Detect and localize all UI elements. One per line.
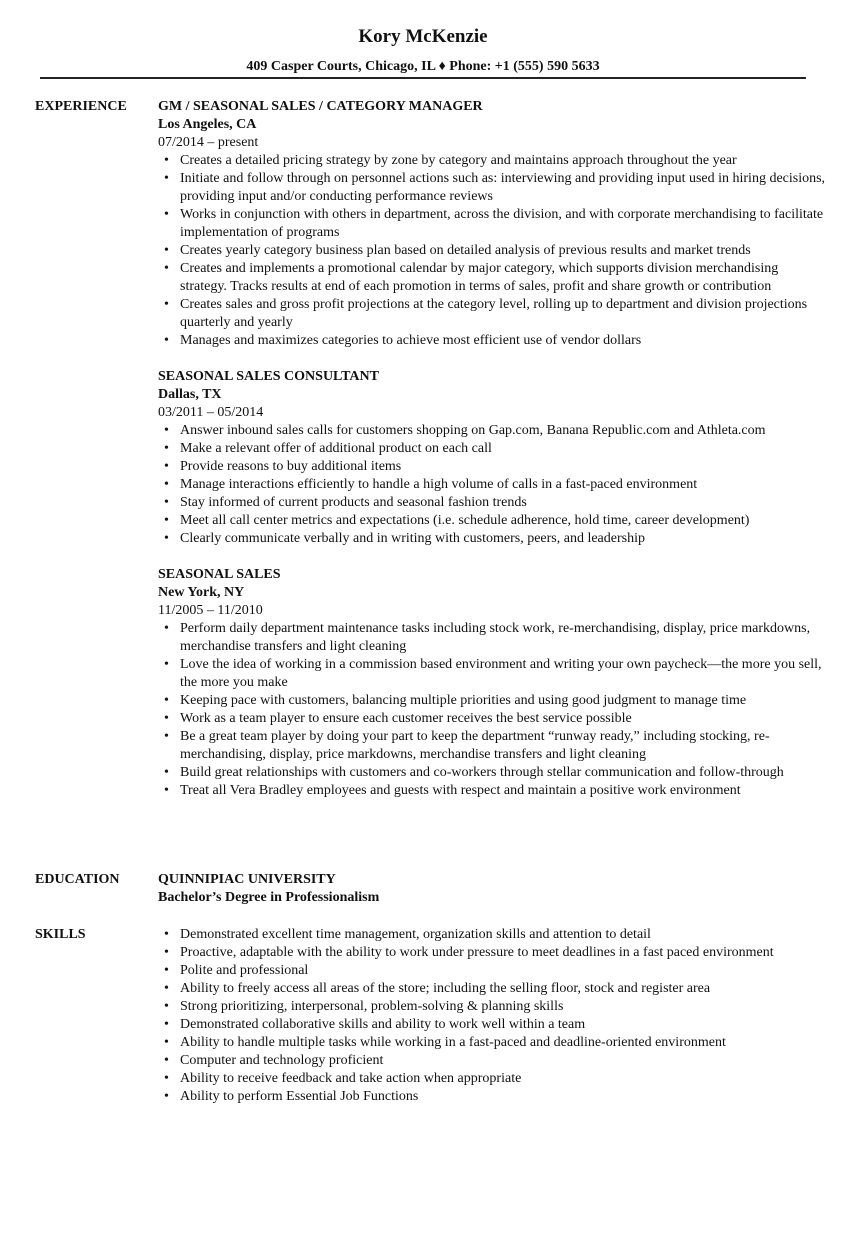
skill-item: • Demonstrated excellent time management, organization skills and attention to detail [180,926,826,944]
job-bullet: • Manages and maximizes categories to achieve most efficient use of vendor dollars [180,332,826,350]
job-bullet: • Meet all call center metrics and expectations (i.e. schedule adherence, hold time, career development) [180,512,826,530]
job-bullet: • Be a great team player by doing your part to keep the department “runway ready,” including stocking, re-merchandising, display, price markdowns, merchandise transfers and light cleaning [180,728,826,764]
job-location: Los Angeles, CA [158,117,257,132]
experience-body [158,98,826,800]
job-bullet: • Work as a team player to ensure each customer receives the best service possible [180,710,826,728]
resume-header [40,26,806,76]
job-entry [158,566,826,800]
skill-item: • Computer and technology proficient [180,1052,826,1070]
job-title: SEASONAL SALES [158,567,281,582]
job-bullet: • Provide reasons to buy additional items [180,458,826,476]
job-bullet: • Stay informed of current products and seasonal fashion trends [180,494,826,512]
job-title: GM / SEASONAL SALES / CATEGORY MANAGER [158,99,483,114]
job-bullet: • Keeping pace with customers, balancing multiple priorities and using good judgment to manage time [180,692,826,710]
job-bullet: • Build great relationships with customers and co-workers through stellar communication and follow-through [180,764,826,782]
job-bullet: • Creates a detailed pricing strategy by zone by category and maintains approach throughout the year [180,152,826,170]
job-bullet: • Love the idea of working in a commission based environment and writing your own paycheck—the more you sell, the more you make [180,656,826,692]
job-dates: 11/2005 – 11/2010 [158,603,263,618]
job-bullets [158,152,826,350]
job-bullet: • Treat all Vera Bradley employees and guests with respect and maintain a positive work environment [180,782,826,800]
job-entry [158,98,826,350]
experience-heading: EXPERIENCE [35,99,127,114]
job-location: New York, NY [158,585,245,600]
skill-item: • Proactive, adaptable with the ability to work under pressure to meet deadlines in a fast paced environment [180,944,826,962]
education-body [158,871,826,907]
job-bullet: • Initiate and follow through on personnel actions such as: interviewing and providing input used in hiring decisions, providing input and/or conducting performance reviews [180,170,826,206]
skills-body [158,926,826,1106]
job-bullets [158,422,826,548]
job-bullet: • Answer inbound sales calls for customers shopping on Gap.com, Banana Republic.com and Athleta.com [180,422,826,440]
skills-list [158,926,826,1106]
job-bullets [158,620,826,800]
skill-item: • Ability to receive feedback and take action when appropriate [180,1070,826,1088]
job-bullet: • Works in conjunction with others in department, across the division, and with corporate merchandising to facilitate implementation of programs [180,206,826,242]
skill-item: • Demonstrated collaborative skills and ability to work well within a team [180,1016,826,1034]
job-title: SEASONAL SALES CONSULTANT [158,369,379,384]
candidate-name: Kory McKenzie [358,26,488,47]
skill-item: • Ability to handle multiple tasks while working in a fast-paced and deadline-oriented environment [180,1034,826,1052]
skill-item: • Strong prioritizing, interpersonal, problem-solving & planning skills [180,998,826,1016]
job-bullet: • Manage interactions efficiently to handle a high volume of calls in a fast-paced environment [180,476,826,494]
skill-item: • Polite and professional [180,962,826,980]
education-heading: EDUCATION [35,872,120,887]
skill-item: • Ability to perform Essential Job Functions [180,1088,826,1106]
job-dates: 07/2014 – present [158,135,259,150]
job-bullet: • Make a relevant offer of additional product on each call [180,440,826,458]
job-bullet: • Perform daily department maintenance tasks including stock work, re-merchandising, display, price markdowns, merchandise transfers and light cleaning [180,620,826,656]
degree-name: Bachelor’s Degree in Professionalism [158,890,380,905]
contact-line: 409 Casper Courts, Chicago, IL ♦ Phone: +1 (555) 590 5633 [246,59,600,74]
job-bullet: • Clearly communicate verbally and in writing with customers, peers, and leadership [180,530,826,548]
school-name: QUINNIPIAC UNIVERSITY [158,872,336,887]
job-entry [158,368,826,548]
skill-item: • Ability to freely access all areas of the store; including the selling floor, stock and register area [180,980,826,998]
skills-heading: SKILLS [35,927,86,942]
job-dates: 03/2011 – 05/2014 [158,405,264,420]
job-location: Dallas, TX [158,387,222,402]
job-bullet: • Creates sales and gross profit projections at the category level, rolling up to department and division projections quarterly and yearly [180,296,826,332]
header-divider [40,77,806,79]
job-bullet: • Creates and implements a promotional calendar by major category, which supports division merchandising strategy. Tracks results at end of each promotion in terms of sales, profit and share growth or contribution [180,260,826,296]
job-bullet: • Creates yearly category business plan based on detailed analysis of previous results and market trends [180,242,826,260]
